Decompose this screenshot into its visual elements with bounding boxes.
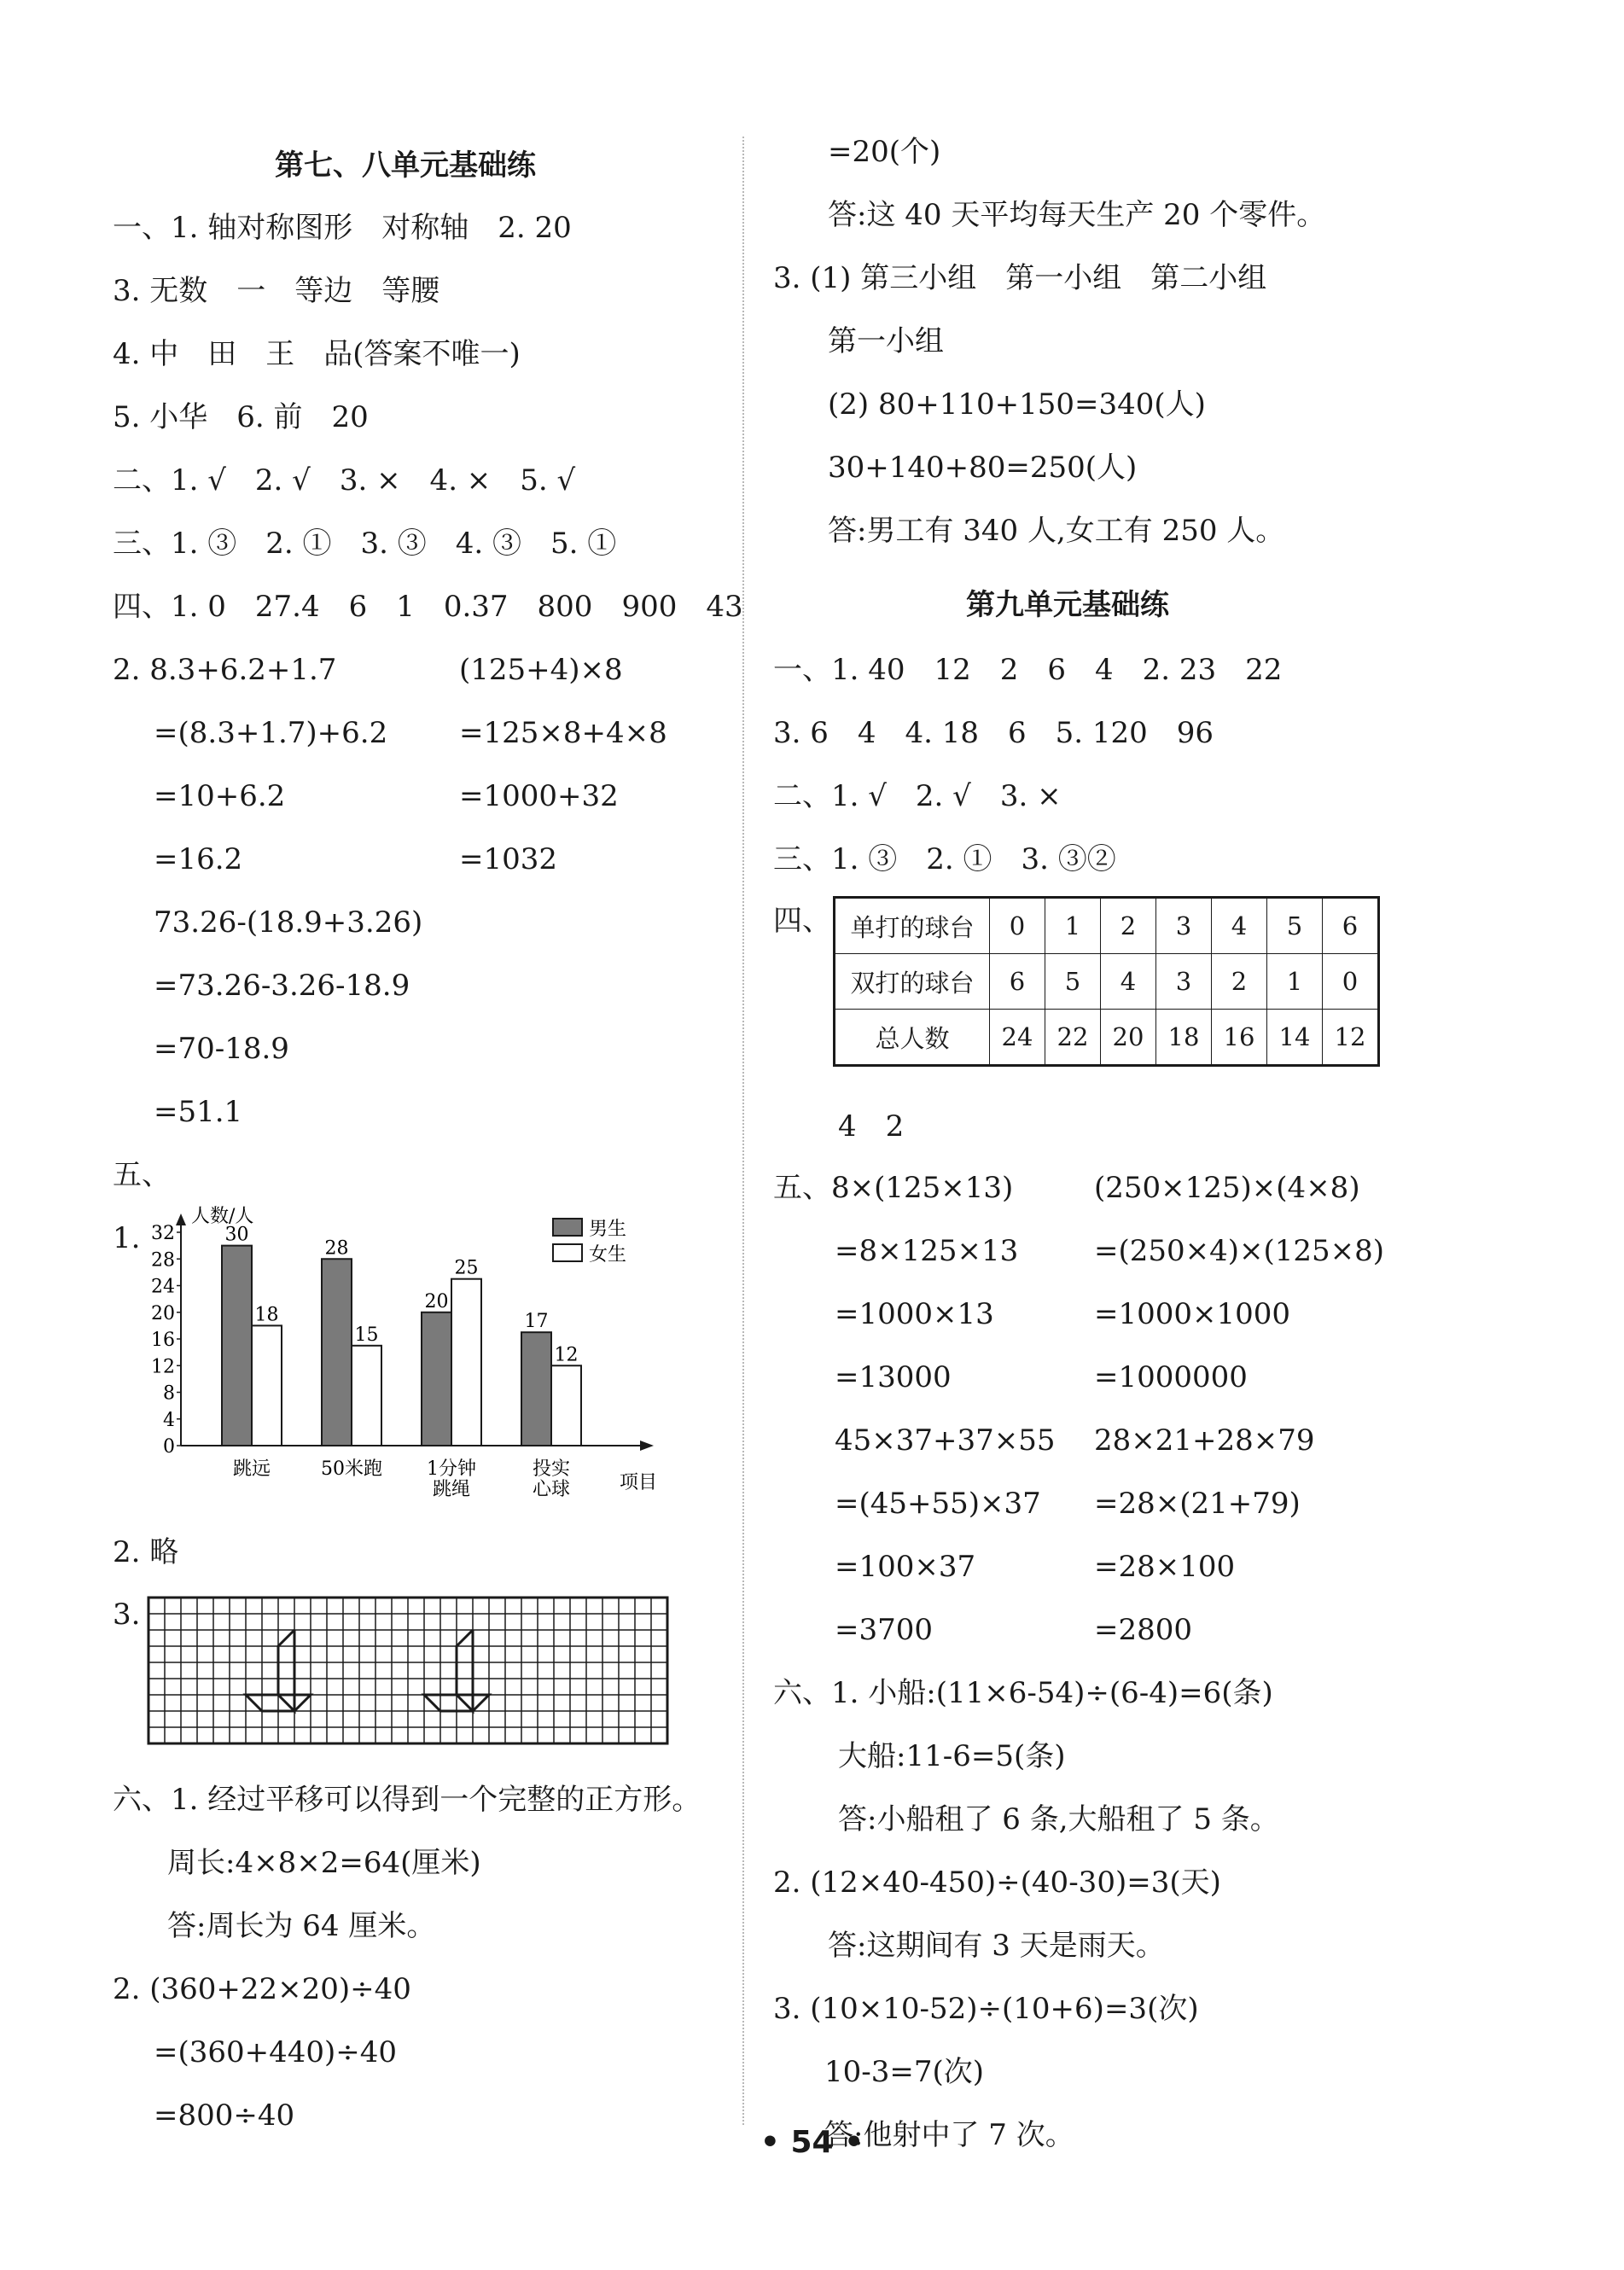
- x-tick-label: 跳绳: [432, 1479, 471, 1500]
- legend-swatch: [553, 1244, 582, 1261]
- calc-a-3: =10+6.2: [154, 779, 286, 813]
- y-tick-label: 32: [151, 1223, 175, 1244]
- table-cell: 3: [1156, 898, 1212, 954]
- ans-2: 二、1. √ 2. √ 3. × 4. × 5. √: [113, 463, 576, 498]
- x-tick-label: 50米跑: [321, 1458, 382, 1480]
- bar: [352, 1346, 381, 1446]
- sec5-q3-label: 3.: [113, 1598, 141, 1632]
- u9-calc-b-2: =(250×4)×(125×8): [1094, 1234, 1385, 1268]
- unit78-title: 第七、八单元基础练: [275, 148, 536, 183]
- u9-ans-1: 一、1. 40 12 2 6 4 2. 23 22: [773, 653, 1283, 687]
- table-cell: 6: [1323, 898, 1379, 954]
- ans-1-1: 一、1. 轴对称图形 对称轴 2. 20: [113, 211, 572, 245]
- u9-calc-a-4: =13000: [835, 1360, 952, 1394]
- bar-value-label: 28: [324, 1237, 349, 1260]
- y-tick-label: 16: [151, 1330, 175, 1351]
- table-cell: 24: [990, 1010, 1045, 1066]
- u9-sec6-q1-answer: 答:小船租了 6 条,大船租了 5 条。: [838, 1802, 1279, 1836]
- table-cell: 4: [1212, 898, 1267, 954]
- y-tick-label: 28: [151, 1249, 175, 1272]
- ans-1-4: 4. 中 田 王 品(答案不唯一): [113, 337, 521, 371]
- row-header: 单打的球台: [835, 898, 990, 954]
- u9-calc-d-1: 28×21+28×79: [1094, 1423, 1315, 1458]
- sec6-q1-answer: 答:周长为 64 厘米。: [167, 1909, 436, 1943]
- bar-value-label: 30: [224, 1224, 249, 1246]
- table-row: [835, 898, 1379, 954]
- y-axis-arrow: [176, 1214, 186, 1225]
- table-cell: 6: [990, 954, 1045, 1010]
- u9-calc-b-3: =1000×1000: [1094, 1297, 1291, 1331]
- u9-calc-a-2: =8×125×13: [835, 1234, 1019, 1268]
- x-tick-label: 跳远: [232, 1458, 271, 1480]
- table-cell: 1: [1045, 898, 1101, 954]
- table-cell: 3: [1156, 954, 1212, 1010]
- u9-sec6-q2-answer: 答:这期间有 3 天是雨天。: [828, 1929, 1165, 1963]
- table-cell: 5: [1267, 898, 1323, 954]
- r-q3-1b: 第一小组: [828, 324, 944, 358]
- sec6-q2-3: =800÷40: [154, 2098, 295, 2133]
- table-cell: 14: [1267, 1010, 1323, 1066]
- u9-sec4-label: 四、: [773, 904, 831, 938]
- y-axis-label: 人数/人: [191, 1206, 254, 1227]
- x-axis-label: 项目: [620, 1472, 658, 1493]
- u9-ans-2: 二、1. √ 2. √ 3. ×: [773, 779, 1062, 813]
- bar-value-label: 18: [254, 1304, 279, 1326]
- calc-b-4: =1032: [459, 842, 558, 876]
- table-cell: 1: [1267, 954, 1323, 1010]
- y-tick-label: 0: [163, 1436, 175, 1458]
- x-tick-label: 心球: [532, 1479, 571, 1500]
- sec5-q1-label: 1.: [113, 1221, 141, 1255]
- u9-calc-c-3: =100×37: [835, 1550, 976, 1584]
- sec6-q2-1: 2. (360+22×20)÷40: [113, 1972, 411, 2006]
- bar: [521, 1332, 551, 1446]
- u9-calc-d-4: =2800: [1094, 1613, 1193, 1647]
- table-cell: 18: [1156, 1010, 1212, 1066]
- bar: [422, 1313, 451, 1446]
- calc-b-1: (125+4)×8: [459, 653, 623, 687]
- bar-value-label: 15: [354, 1324, 379, 1346]
- y-tick-label: 24: [151, 1276, 175, 1298]
- r-q3-1: 3. (1) 第三小组 第一小组 第二小组: [773, 261, 1267, 295]
- u9-sec6-q1: 六、1. 小船:(11×6-54)÷(6-4)=6(条): [773, 1676, 1273, 1710]
- legend-label: 男生: [589, 1219, 627, 1240]
- u9-sec6-q3-b: 10-3=7(次): [824, 2055, 985, 2089]
- table-cell: 0: [990, 898, 1045, 954]
- table-cell: 2: [1101, 898, 1156, 954]
- u9-ans-3: 三、1. ③ 2. ① 3. ③②: [773, 842, 1116, 876]
- table-cell: 4: [1101, 954, 1156, 1010]
- bar: [222, 1246, 252, 1446]
- u9-sec6-q2: 2. (12×40-450)÷(40-30)=3(天): [773, 1865, 1221, 1900]
- u9-sec6-q1-big: 大船:11-6=5(条): [838, 1739, 1066, 1773]
- row-header: 双打的球台: [835, 954, 990, 1010]
- table-tennis-table: [833, 896, 1380, 1067]
- ans-3: 三、1. ③ 2. ① 3. ③ 4. ③ 5. ①: [113, 527, 617, 561]
- u9-ans-1b: 3. 6 4 4. 18 6 5. 120 96: [773, 716, 1214, 750]
- table-cell: 22: [1045, 1010, 1101, 1066]
- y-tick-label: 20: [151, 1302, 175, 1324]
- calc-b-2: =125×8+4×8: [459, 716, 667, 750]
- x-tick-label: 投实: [532, 1458, 571, 1480]
- u9-calc-a-1: 五、8×(125×13): [773, 1171, 1014, 1205]
- r-q3-3: 30+140+80=250(人): [828, 451, 1138, 485]
- bar-chart: [151, 1202, 700, 1509]
- x-tick-label: 1分钟: [427, 1458, 476, 1480]
- u9-calc-b-1: (250×125)×(4×8): [1094, 1171, 1360, 1205]
- table-cell: 5: [1045, 954, 1101, 1010]
- calc-c-4: =51.1: [154, 1095, 243, 1129]
- calc-a-2: =(8.3+1.7)+6.2: [154, 716, 388, 750]
- u9-sec4-extra: 4 2: [838, 1109, 905, 1144]
- bar-value-label: 20: [424, 1290, 449, 1313]
- y-tick-label: 12: [151, 1356, 175, 1378]
- r-q3-answer: 答:男工有 340 人,女工有 250 人。: [828, 514, 1285, 548]
- u9-calc-b-4: =1000000: [1094, 1360, 1248, 1394]
- table-cell: 12: [1323, 1010, 1379, 1066]
- u9-calc-d-2: =28×(21+79): [1094, 1487, 1301, 1521]
- sec6-q1-perimeter: 周长:4×8×2=64(厘米): [167, 1846, 481, 1880]
- bar: [322, 1259, 352, 1446]
- bar: [451, 1279, 481, 1446]
- u9-sec6-q3: 3. (10×10-52)÷(10+6)=3(次): [773, 1992, 1199, 2026]
- table-row: [835, 1010, 1379, 1066]
- table-cell: 2: [1212, 954, 1267, 1010]
- calc-a-1: 2. 8.3+6.2+1.7: [113, 653, 337, 687]
- sec6-q1: 六、1. 经过平移可以得到一个完整的正方形。: [113, 1783, 701, 1817]
- calc-b-3: =1000+32: [459, 779, 619, 813]
- r-q3-2: (2) 80+110+150=340(人): [828, 387, 1206, 422]
- table-cell: 16: [1212, 1010, 1267, 1066]
- u9-calc-c-2: =(45+55)×37: [835, 1487, 1041, 1521]
- legend-label: 女生: [589, 1244, 627, 1266]
- bar-value-label: 17: [524, 1311, 549, 1333]
- r-cont-2: 答:这 40 天平均每天生产 20 个零件。: [828, 198, 1326, 232]
- u9-calc-c-4: =3700: [835, 1613, 934, 1647]
- bar-value-label: 25: [454, 1257, 479, 1279]
- row-header: 总人数: [835, 1010, 990, 1066]
- u9-calc-d-3: =28×100: [1094, 1550, 1236, 1584]
- u9-calc-a-3: =1000×13: [835, 1297, 994, 1331]
- calc-c-2: =73.26-3.26-18.9: [154, 969, 410, 1003]
- ans-1-5: 5. 小华 6. 前 20: [113, 400, 369, 434]
- bar: [252, 1325, 282, 1446]
- u9-sec6-q3-answer: 答:他射中了 7 次。: [824, 2118, 1074, 2152]
- bar-value-label: 12: [554, 1344, 579, 1366]
- sec6-q2-2: =(360+440)÷40: [154, 2035, 398, 2069]
- column-divider: [742, 137, 744, 2125]
- ans-4-1: 四、1. 0 27.4 6 1 0.37 800 900 43: [113, 590, 743, 624]
- symmetry-grid: [148, 1598, 678, 1748]
- r-cont-1: =20(个): [828, 135, 941, 169]
- table-cell: 0: [1323, 954, 1379, 1010]
- calc-c-3: =70-18.9: [154, 1032, 289, 1066]
- u9-calc-c-1: 45×37+37×55: [835, 1423, 1056, 1458]
- table-row: [835, 954, 1379, 1010]
- calc-c-1: 73.26-(18.9+3.26): [154, 905, 423, 940]
- page-number: • 54 •: [760, 2125, 864, 2160]
- ans-1-3: 3. 无数 一 等边 等腰: [113, 274, 440, 308]
- table-cell: 20: [1101, 1010, 1156, 1066]
- y-tick-label: 4: [163, 1409, 175, 1431]
- y-tick-label: 8: [163, 1382, 175, 1405]
- unit9-title: 第九单元基础练: [966, 588, 1169, 622]
- legend-swatch: [553, 1219, 582, 1236]
- bar: [551, 1365, 581, 1446]
- calc-a-4: =16.2: [154, 842, 243, 876]
- sec5-label: 五、: [113, 1158, 171, 1192]
- sec5-q2: 2. 略: [113, 1535, 179, 1569]
- x-axis-arrow: [640, 1441, 654, 1451]
